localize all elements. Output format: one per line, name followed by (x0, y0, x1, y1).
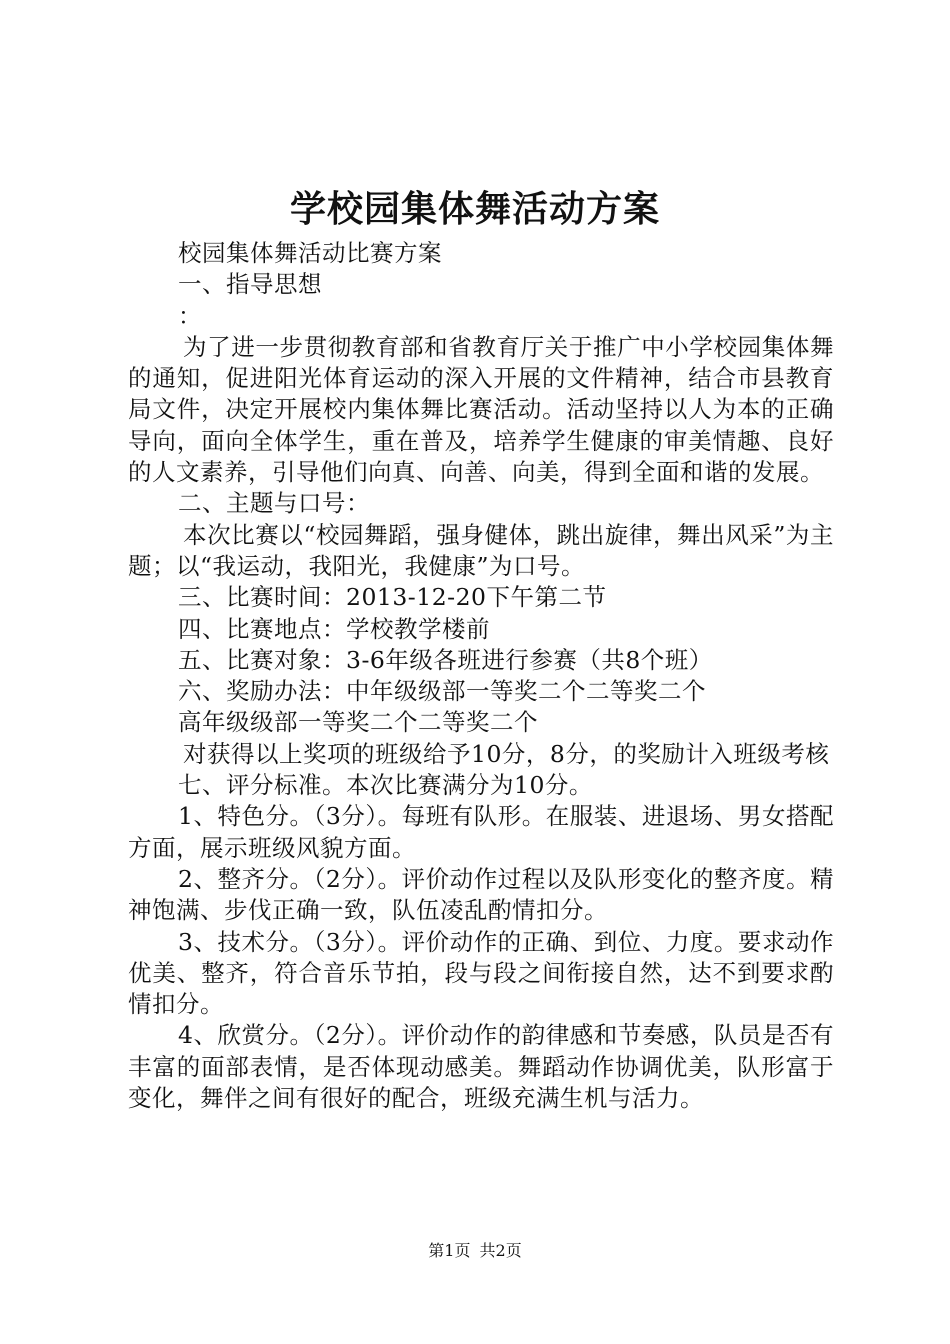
page-total: 共2页 (479, 1241, 522, 1260)
page-footer (0, 1240, 950, 1262)
paragraph-guiding-ideology: 为了进一步贯彻教育部和省教育厅关于推广中小学校园集体舞的通知，促进阳光体育运动的深入开展的文件精神，结合市县教育局文件，决定开展校内集体舞比赛活动。活动坚持以人为本的正确导向，面向全体学生，重在普及，培养学生健康的审美情趣、良好的人文素养，引导他们向真、向善、向美，得到全面和谐的发展。 (128, 332, 834, 487)
paragraph-awards-points: 对获得以上奖项的班级给予10分，8分，的奖励计入班级考核 (183, 739, 830, 768)
paragraph-scoring-3: 3、技术分。（3分）。评价动作的正确、到位、力度。要求动作优美、整齐，符合音乐节拍，段与段之间衔接自然，达不到要求酌情扣分。 (128, 927, 834, 1019)
paragraph-section-2-heading: 二、主题与口号： (178, 489, 370, 518)
paragraph-scoring-heading: 七、评分标准。本次比赛满分为10分。 (178, 771, 593, 800)
paragraph-colon: ： (178, 301, 202, 330)
paragraph-time: 三、比赛时间：2013-12-20下午第二节 (178, 583, 607, 612)
paragraph-scoring-1: 1、特色分。（3分）。每班有队形。在服装、进退场、男女搭配方面，展示班级风貌方面。 (128, 802, 834, 862)
paragraph-scoring-4: 4、欣赏分。（2分）。评价动作的韵律感和节奏感，队员是否有丰富的面部表情，是否体现动感美。舞蹈动作协调优美，队形富于变化，舞伴之间有很好的配合，班级充满生机与活力。 (128, 1021, 834, 1113)
paragraph-awards-senior: 高年级级部一等奖二个二等奖二个 (178, 708, 538, 737)
paragraph-section-1-heading: 一、指导思想 (178, 270, 322, 299)
paragraph-theme-slogan: 本次比赛以“校园舞蹈，强身健体，跳出旋律，舞出风采”为主题；以“我运动，我阳光，我健康”为口号。 (128, 520, 834, 580)
paragraph-subtitle: 校园集体舞活动比赛方案 (178, 239, 442, 267)
document-title: 学校园集体舞活动方案 (289, 188, 660, 230)
paragraph-scoring-2: 2、整齐分。（2分）。评价动作过程以及队形变化的整齐度。精神饱满、步伐正确一致，队伍凌乱酌情扣分。 (128, 864, 834, 925)
paragraph-location: 四、比赛地点：学校教学楼前 (178, 614, 490, 643)
paragraph-participants: 五、比赛对象：3-6年级各班进行参赛（共8个班） (178, 645, 713, 674)
page-number: 第1页 (428, 1241, 471, 1260)
document-body (128, 238, 834, 1114)
paragraph-awards: 六、奖励办法：中年级级部一等奖二个二等奖二个 (178, 677, 706, 706)
